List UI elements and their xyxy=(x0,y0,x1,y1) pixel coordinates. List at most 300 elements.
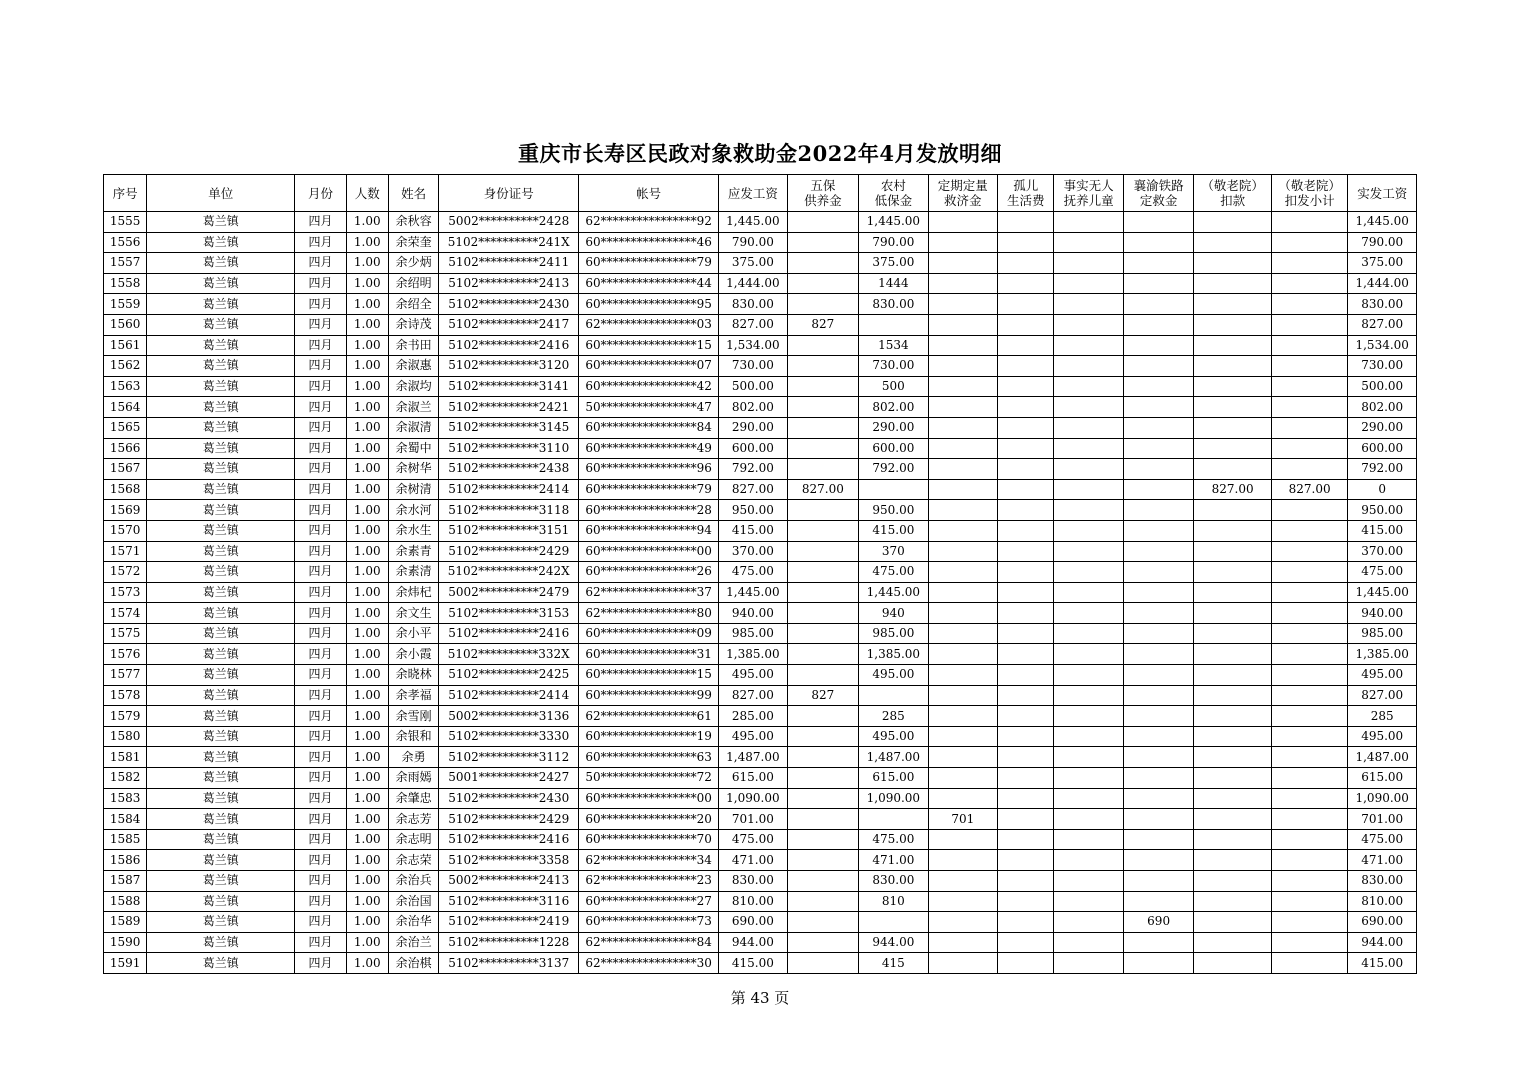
cell-name: 余诗茂 xyxy=(388,314,438,335)
cell-five-guarantee-support xyxy=(787,850,858,871)
cell-railway-relief xyxy=(1123,768,1193,789)
cell-serial-no: 1558 xyxy=(104,273,147,294)
cell-month: 四月 xyxy=(295,212,346,233)
cell-unsupported-child-allowance xyxy=(1054,335,1123,356)
cell-unit: 葛兰镇 xyxy=(147,747,295,768)
table-row xyxy=(104,809,1417,830)
cell-month: 四月 xyxy=(295,520,346,541)
cell-payable-amount: 375.00 xyxy=(719,253,787,274)
cell-payable-amount: 810.00 xyxy=(719,891,787,912)
cell-five-guarantee-support xyxy=(787,500,858,521)
table-header-row xyxy=(104,175,1417,212)
cell-payable-amount: 415.00 xyxy=(719,520,787,541)
cell-name: 余治兵 xyxy=(388,871,438,892)
cell-nursing-home-deduction-subtotal xyxy=(1271,871,1348,892)
cell-fixed-relief xyxy=(928,376,997,397)
cell-orphan-allowance xyxy=(998,314,1054,335)
table-row xyxy=(104,212,1417,233)
cell-nursing-home-deduction xyxy=(1194,850,1272,871)
cell-nursing-home-deduction xyxy=(1194,356,1272,377)
cell-five-guarantee-support: 827.00 xyxy=(787,479,858,500)
cell-unsupported-child-allowance xyxy=(1054,685,1123,706)
cell-five-guarantee-support: 827 xyxy=(787,314,858,335)
cell-account-number: 62****************23 xyxy=(579,871,719,892)
cell-unit: 葛兰镇 xyxy=(147,685,295,706)
cell-serial-no: 1563 xyxy=(104,376,147,397)
cell-rural-subsistence-allowance: 802.00 xyxy=(859,397,928,418)
cell-rural-subsistence-allowance: 1,385.00 xyxy=(859,644,928,665)
table-row xyxy=(104,788,1417,809)
cell-rural-subsistence-allowance: 950.00 xyxy=(859,500,928,521)
column-header: 帐号 xyxy=(579,175,719,212)
cell-five-guarantee-support xyxy=(787,747,858,768)
cell-actual-payment: 495.00 xyxy=(1348,665,1417,686)
cell-unit: 葛兰镇 xyxy=(147,500,295,521)
cell-month: 四月 xyxy=(295,809,346,830)
cell-orphan-allowance xyxy=(998,809,1054,830)
cell-fixed-relief xyxy=(928,232,997,253)
cell-orphan-allowance xyxy=(998,788,1054,809)
cell-unit: 葛兰镇 xyxy=(147,253,295,274)
cell-nursing-home-deduction-subtotal xyxy=(1271,829,1348,850)
cell-unit: 葛兰镇 xyxy=(147,273,295,294)
cell-headcount: 1.00 xyxy=(346,417,388,438)
cell-railway-relief xyxy=(1123,809,1193,830)
cell-rural-subsistence-allowance: 790.00 xyxy=(859,232,928,253)
cell-unit: 葛兰镇 xyxy=(147,603,295,624)
cell-rural-subsistence-allowance: 830.00 xyxy=(859,294,928,315)
page-number: 第 43 页 xyxy=(730,989,790,1007)
cell-railway-relief xyxy=(1123,479,1193,500)
cell-actual-payment: 1,385.00 xyxy=(1348,644,1417,665)
cell-unsupported-child-allowance xyxy=(1054,788,1123,809)
cell-orphan-allowance xyxy=(998,417,1054,438)
cell-headcount: 1.00 xyxy=(346,850,388,871)
cell-unit: 葛兰镇 xyxy=(147,314,295,335)
cell-name: 余孝福 xyxy=(388,685,438,706)
cell-nursing-home-deduction xyxy=(1194,314,1272,335)
table-row xyxy=(104,520,1417,541)
cell-account-number: 60****************26 xyxy=(579,562,719,583)
cell-nursing-home-deduction xyxy=(1194,891,1272,912)
cell-serial-no: 1577 xyxy=(104,665,147,686)
cell-nursing-home-deduction-subtotal xyxy=(1271,953,1348,974)
cell-account-number: 60****************49 xyxy=(579,438,719,459)
cell-id-number: 5102**********3145 xyxy=(439,417,579,438)
cell-month: 四月 xyxy=(295,788,346,809)
table-row xyxy=(104,376,1417,397)
cell-month: 四月 xyxy=(295,417,346,438)
cell-five-guarantee-support xyxy=(787,953,858,974)
cell-serial-no: 1587 xyxy=(104,871,147,892)
cell-name: 余雨嫣 xyxy=(388,768,438,789)
cell-unsupported-child-allowance xyxy=(1054,809,1123,830)
cell-id-number: 5102**********3118 xyxy=(439,500,579,521)
cell-actual-payment: 701.00 xyxy=(1348,809,1417,830)
cell-name: 余小平 xyxy=(388,623,438,644)
cell-month: 四月 xyxy=(295,294,346,315)
column-header: 身份证号 xyxy=(439,175,579,212)
cell-five-guarantee-support xyxy=(787,891,858,912)
cell-nursing-home-deduction-subtotal xyxy=(1271,459,1348,480)
cell-name: 余树清 xyxy=(388,479,438,500)
cell-actual-payment: 1,444.00 xyxy=(1348,273,1417,294)
cell-orphan-allowance xyxy=(998,685,1054,706)
column-header: 单位 xyxy=(147,175,295,212)
cell-actual-payment: 1,487.00 xyxy=(1348,747,1417,768)
cell-nursing-home-deduction xyxy=(1194,726,1272,747)
cell-actual-payment: 1,445.00 xyxy=(1348,582,1417,603)
cell-orphan-allowance xyxy=(998,273,1054,294)
cell-id-number: 5001**********2427 xyxy=(439,768,579,789)
cell-fixed-relief xyxy=(928,582,997,603)
cell-account-number: 60****************94 xyxy=(579,520,719,541)
cell-actual-payment: 790.00 xyxy=(1348,232,1417,253)
cell-headcount: 1.00 xyxy=(346,829,388,850)
cell-account-number: 60****************00 xyxy=(579,788,719,809)
cell-actual-payment: 830.00 xyxy=(1348,871,1417,892)
cell-nursing-home-deduction xyxy=(1194,212,1272,233)
cell-nursing-home-deduction: 827.00 xyxy=(1194,479,1272,500)
table-row xyxy=(104,768,1417,789)
cell-serial-no: 1568 xyxy=(104,479,147,500)
cell-fixed-relief xyxy=(928,726,997,747)
cell-rural-subsistence-allowance xyxy=(859,809,928,830)
cell-fixed-relief xyxy=(928,665,997,686)
table-row xyxy=(104,685,1417,706)
cell-id-number: 5102**********241X xyxy=(439,232,579,253)
cell-nursing-home-deduction-subtotal xyxy=(1271,932,1348,953)
cell-unsupported-child-allowance xyxy=(1054,253,1123,274)
cell-nursing-home-deduction-subtotal xyxy=(1271,438,1348,459)
cell-serial-no: 1556 xyxy=(104,232,147,253)
cell-headcount: 1.00 xyxy=(346,623,388,644)
cell-payable-amount: 730.00 xyxy=(719,356,787,377)
cell-account-number: 60****************79 xyxy=(579,479,719,500)
cell-nursing-home-deduction xyxy=(1194,253,1272,274)
cell-serial-no: 1569 xyxy=(104,500,147,521)
cell-fixed-relief xyxy=(928,479,997,500)
cell-account-number: 62****************80 xyxy=(579,603,719,624)
cell-nursing-home-deduction-subtotal xyxy=(1271,706,1348,727)
cell-fixed-relief xyxy=(928,829,997,850)
cell-account-number: 60****************07 xyxy=(579,356,719,377)
cell-rural-subsistence-allowance: 475.00 xyxy=(859,829,928,850)
cell-id-number: 5102**********242X xyxy=(439,562,579,583)
cell-fixed-relief xyxy=(928,294,997,315)
cell-railway-relief xyxy=(1123,520,1193,541)
cell-name: 余银和 xyxy=(388,726,438,747)
cell-headcount: 1.00 xyxy=(346,953,388,974)
cell-unit: 葛兰镇 xyxy=(147,665,295,686)
cell-name: 余淑兰 xyxy=(388,397,438,418)
cell-rural-subsistence-allowance: 1534 xyxy=(859,335,928,356)
cell-actual-payment: 475.00 xyxy=(1348,562,1417,583)
cell-unsupported-child-allowance xyxy=(1054,500,1123,521)
cell-orphan-allowance xyxy=(998,891,1054,912)
cell-name: 余淑均 xyxy=(388,376,438,397)
cell-nursing-home-deduction-subtotal xyxy=(1271,356,1348,377)
cell-month: 四月 xyxy=(295,356,346,377)
cell-nursing-home-deduction-subtotal xyxy=(1271,212,1348,233)
column-header: 农村 低保金 xyxy=(859,175,928,212)
cell-account-number: 60****************09 xyxy=(579,623,719,644)
cell-unit: 葛兰镇 xyxy=(147,562,295,583)
cell-headcount: 1.00 xyxy=(346,644,388,665)
cell-rural-subsistence-allowance: 370 xyxy=(859,541,928,562)
cell-railway-relief xyxy=(1123,932,1193,953)
cell-account-number: 60****************19 xyxy=(579,726,719,747)
cell-five-guarantee-support xyxy=(787,829,858,850)
table-row xyxy=(104,953,1417,974)
cell-fixed-relief xyxy=(928,644,997,665)
cell-month: 四月 xyxy=(295,706,346,727)
cell-nursing-home-deduction xyxy=(1194,768,1272,789)
cell-name: 余荣奎 xyxy=(388,232,438,253)
cell-nursing-home-deduction-subtotal xyxy=(1271,788,1348,809)
cell-nursing-home-deduction xyxy=(1194,665,1272,686)
cell-nursing-home-deduction xyxy=(1194,438,1272,459)
cell-serial-no: 1585 xyxy=(104,829,147,850)
cell-unsupported-child-allowance xyxy=(1054,356,1123,377)
cell-nursing-home-deduction xyxy=(1194,953,1272,974)
cell-serial-no: 1591 xyxy=(104,953,147,974)
cell-headcount: 1.00 xyxy=(346,294,388,315)
cell-rural-subsistence-allowance: 475.00 xyxy=(859,562,928,583)
cell-five-guarantee-support xyxy=(787,294,858,315)
cell-unit: 葛兰镇 xyxy=(147,644,295,665)
cell-month: 四月 xyxy=(295,232,346,253)
cell-headcount: 1.00 xyxy=(346,335,388,356)
cell-rural-subsistence-allowance: 1,445.00 xyxy=(859,582,928,603)
cell-unit: 葛兰镇 xyxy=(147,953,295,974)
cell-id-number: 5102**********2417 xyxy=(439,314,579,335)
cell-five-guarantee-support xyxy=(787,438,858,459)
cell-five-guarantee-support xyxy=(787,232,858,253)
table-row xyxy=(104,459,1417,480)
column-header: 襄渝铁路 定救金 xyxy=(1123,175,1193,212)
cell-orphan-allowance xyxy=(998,747,1054,768)
cell-account-number: 62****************30 xyxy=(579,953,719,974)
cell-payable-amount: 701.00 xyxy=(719,809,787,830)
cell-actual-payment: 0 xyxy=(1348,479,1417,500)
cell-unit: 葛兰镇 xyxy=(147,932,295,953)
cell-serial-no: 1567 xyxy=(104,459,147,480)
cell-unit: 葛兰镇 xyxy=(147,788,295,809)
cell-nursing-home-deduction-subtotal xyxy=(1271,335,1348,356)
cell-unit: 葛兰镇 xyxy=(147,582,295,603)
cell-account-number: 60****************63 xyxy=(579,747,719,768)
cell-actual-payment: 944.00 xyxy=(1348,932,1417,953)
cell-unsupported-child-allowance xyxy=(1054,932,1123,953)
cell-unsupported-child-allowance xyxy=(1054,459,1123,480)
cell-id-number: 5102**********3153 xyxy=(439,603,579,624)
cell-name: 余书田 xyxy=(388,335,438,356)
cell-fixed-relief xyxy=(928,335,997,356)
cell-five-guarantee-support xyxy=(787,273,858,294)
cell-account-number: 60****************42 xyxy=(579,376,719,397)
cell-payable-amount: 495.00 xyxy=(719,665,787,686)
column-header: 姓名 xyxy=(388,175,438,212)
cell-nursing-home-deduction-subtotal xyxy=(1271,541,1348,562)
cell-name: 余水河 xyxy=(388,500,438,521)
column-header: 孤儿 生活费 xyxy=(998,175,1054,212)
cell-unsupported-child-allowance xyxy=(1054,706,1123,727)
cell-rural-subsistence-allowance: 830.00 xyxy=(859,871,928,892)
cell-five-guarantee-support xyxy=(787,376,858,397)
cell-headcount: 1.00 xyxy=(346,871,388,892)
cell-unit: 葛兰镇 xyxy=(147,912,295,933)
cell-fixed-relief xyxy=(928,747,997,768)
cell-serial-no: 1559 xyxy=(104,294,147,315)
cell-nursing-home-deduction-subtotal xyxy=(1271,376,1348,397)
cell-nursing-home-deduction xyxy=(1194,623,1272,644)
cell-account-number: 60****************44 xyxy=(579,273,719,294)
cell-account-number: 62****************34 xyxy=(579,850,719,871)
cell-serial-no: 1571 xyxy=(104,541,147,562)
cell-month: 四月 xyxy=(295,582,346,603)
table-row xyxy=(104,891,1417,912)
cell-id-number: 5102**********2414 xyxy=(439,479,579,500)
cell-railway-relief xyxy=(1123,644,1193,665)
cell-orphan-allowance xyxy=(998,932,1054,953)
cell-account-number: 60****************73 xyxy=(579,912,719,933)
cell-account-number: 60****************99 xyxy=(579,685,719,706)
table-row xyxy=(104,232,1417,253)
cell-headcount: 1.00 xyxy=(346,891,388,912)
cell-id-number: 5102**********2411 xyxy=(439,253,579,274)
cell-nursing-home-deduction xyxy=(1194,273,1272,294)
cell-headcount: 1.00 xyxy=(346,706,388,727)
cell-unit: 葛兰镇 xyxy=(147,726,295,747)
cell-unit: 葛兰镇 xyxy=(147,459,295,480)
cell-rural-subsistence-allowance: 500 xyxy=(859,376,928,397)
cell-serial-no: 1575 xyxy=(104,623,147,644)
cell-fixed-relief xyxy=(928,623,997,644)
cell-actual-payment: 415.00 xyxy=(1348,953,1417,974)
cell-five-guarantee-support xyxy=(787,623,858,644)
cell-fixed-relief xyxy=(928,706,997,727)
cell-unit: 葛兰镇 xyxy=(147,891,295,912)
cell-name: 余治国 xyxy=(388,891,438,912)
cell-payable-amount: 827.00 xyxy=(719,314,787,335)
cell-railway-relief xyxy=(1123,314,1193,335)
table-row xyxy=(104,829,1417,850)
document-title: 重庆市长寿区民政对象救助金2022年4月发放明细 xyxy=(517,141,1003,166)
cell-month: 四月 xyxy=(295,685,346,706)
cell-month: 四月 xyxy=(295,747,346,768)
cell-orphan-allowance xyxy=(998,768,1054,789)
cell-id-number: 5102**********3330 xyxy=(439,726,579,747)
cell-serial-no: 1589 xyxy=(104,912,147,933)
cell-five-guarantee-support xyxy=(787,417,858,438)
cell-actual-payment: 370.00 xyxy=(1348,541,1417,562)
cell-id-number: 5102**********2429 xyxy=(439,541,579,562)
cell-unsupported-child-allowance xyxy=(1054,562,1123,583)
cell-payable-amount: 950.00 xyxy=(719,500,787,521)
cell-five-guarantee-support xyxy=(787,809,858,830)
cell-serial-no: 1570 xyxy=(104,520,147,541)
table-row xyxy=(104,397,1417,418)
cell-name: 余志明 xyxy=(388,829,438,850)
cell-unsupported-child-allowance xyxy=(1054,623,1123,644)
cell-id-number: 5102**********2421 xyxy=(439,397,579,418)
cell-fixed-relief xyxy=(928,459,997,480)
cell-five-guarantee-support xyxy=(787,562,858,583)
cell-id-number: 5102**********3116 xyxy=(439,891,579,912)
cell-unsupported-child-allowance xyxy=(1054,829,1123,850)
cell-serial-no: 1581 xyxy=(104,747,147,768)
cell-serial-no: 1586 xyxy=(104,850,147,871)
cell-account-number: 60****************31 xyxy=(579,644,719,665)
table-row xyxy=(104,623,1417,644)
cell-account-number: 60****************84 xyxy=(579,417,719,438)
cell-actual-payment: 615.00 xyxy=(1348,768,1417,789)
cell-nursing-home-deduction xyxy=(1194,562,1272,583)
cell-nursing-home-deduction-subtotal xyxy=(1271,273,1348,294)
cell-nursing-home-deduction-subtotal xyxy=(1271,644,1348,665)
cell-account-number: 62****************03 xyxy=(579,314,719,335)
cell-month: 四月 xyxy=(295,500,346,521)
cell-month: 四月 xyxy=(295,459,346,480)
cell-name: 余绍全 xyxy=(388,294,438,315)
cell-month: 四月 xyxy=(295,479,346,500)
cell-railway-relief xyxy=(1123,788,1193,809)
cell-unsupported-child-allowance xyxy=(1054,850,1123,871)
table-row xyxy=(104,644,1417,665)
cell-nursing-home-deduction-subtotal xyxy=(1271,417,1348,438)
column-header: 五保 供养金 xyxy=(787,175,858,212)
cell-unit: 葛兰镇 xyxy=(147,417,295,438)
cell-rural-subsistence-allowance: 940 xyxy=(859,603,928,624)
cell-rural-subsistence-allowance: 615.00 xyxy=(859,768,928,789)
cell-orphan-allowance xyxy=(998,871,1054,892)
cell-nursing-home-deduction xyxy=(1194,500,1272,521)
cell-nursing-home-deduction xyxy=(1194,912,1272,933)
column-header: 应发工资 xyxy=(719,175,787,212)
cell-id-number: 5102**********2414 xyxy=(439,685,579,706)
cell-fixed-relief xyxy=(928,768,997,789)
cell-payable-amount: 802.00 xyxy=(719,397,787,418)
cell-five-guarantee-support xyxy=(787,706,858,727)
cell-five-guarantee-support xyxy=(787,726,858,747)
cell-month: 四月 xyxy=(295,932,346,953)
cell-name: 余绍明 xyxy=(388,273,438,294)
cell-name: 余蜀中 xyxy=(388,438,438,459)
cell-five-guarantee-support xyxy=(787,520,858,541)
cell-nursing-home-deduction-subtotal xyxy=(1271,850,1348,871)
cell-headcount: 1.00 xyxy=(346,438,388,459)
cell-nursing-home-deduction-subtotal xyxy=(1271,603,1348,624)
cell-month: 四月 xyxy=(295,273,346,294)
relief-payment-table xyxy=(103,174,1417,974)
cell-orphan-allowance xyxy=(998,232,1054,253)
cell-unsupported-child-allowance xyxy=(1054,417,1123,438)
cell-name: 余志芳 xyxy=(388,809,438,830)
cell-account-number: 60****************70 xyxy=(579,829,719,850)
cell-unsupported-child-allowance xyxy=(1054,541,1123,562)
cell-id-number: 5102**********3112 xyxy=(439,747,579,768)
table-row xyxy=(104,294,1417,315)
cell-nursing-home-deduction xyxy=(1194,829,1272,850)
cell-orphan-allowance xyxy=(998,644,1054,665)
cell-payable-amount: 475.00 xyxy=(719,562,787,583)
cell-name: 余肇忠 xyxy=(388,788,438,809)
cell-five-guarantee-support xyxy=(787,356,858,377)
cell-nursing-home-deduction xyxy=(1194,644,1272,665)
cell-fixed-relief xyxy=(928,541,997,562)
cell-unit: 葛兰镇 xyxy=(147,356,295,377)
